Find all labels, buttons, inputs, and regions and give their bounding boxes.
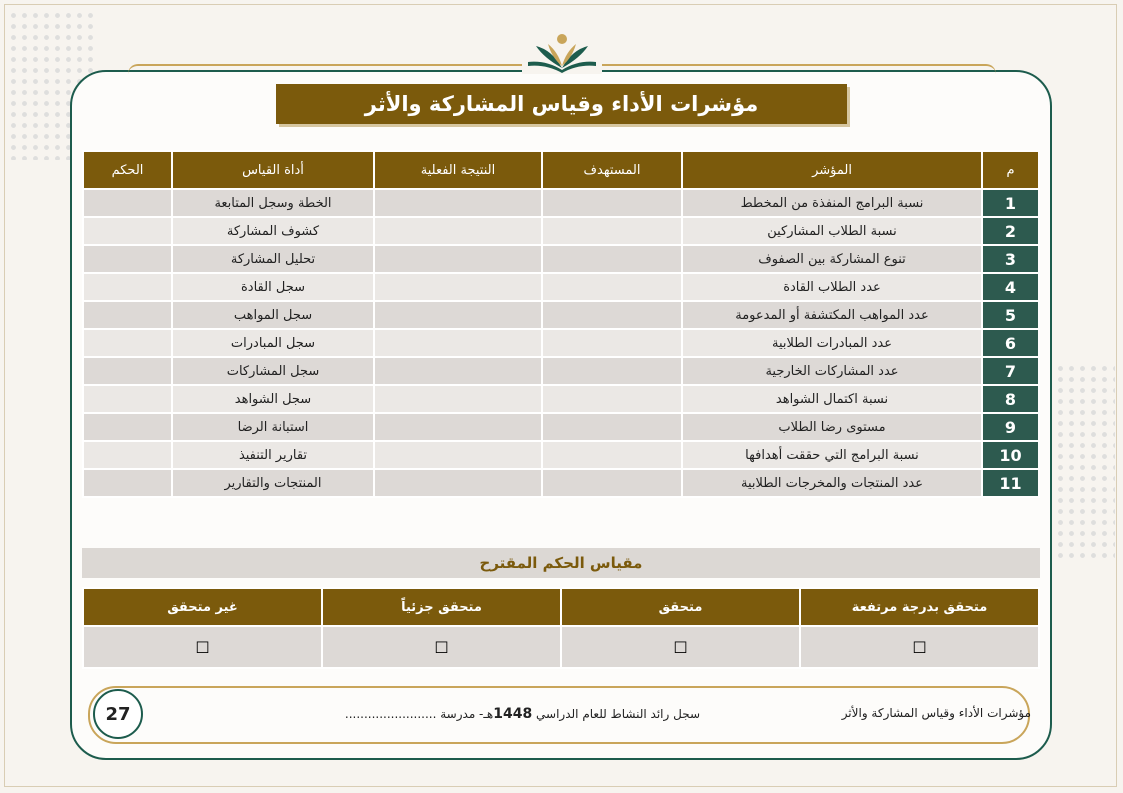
- judgment-cell[interactable]: [83, 189, 172, 217]
- judgment-cell[interactable]: [83, 413, 172, 441]
- measurement-tool-cell: المنتجات والتقارير: [172, 469, 374, 497]
- target-cell[interactable]: [542, 245, 682, 273]
- measurement-tool-cell: الخطة وسجل المتابعة: [172, 189, 374, 217]
- indicator-cell: تنوع المشاركة بين الصفوف: [682, 245, 982, 273]
- measurement-tool-cell: تقارير التنفيذ: [172, 441, 374, 469]
- page-number: 27: [93, 689, 143, 739]
- actual-result-cell[interactable]: [374, 357, 542, 385]
- row-number: 5: [982, 301, 1039, 329]
- actual-result-cell[interactable]: [374, 441, 542, 469]
- column-header-measurement-tool: أداة القياس: [172, 151, 374, 189]
- column-header-indicator: المؤشر: [682, 151, 982, 189]
- target-cell[interactable]: [542, 469, 682, 497]
- judgment-scale-table: [82, 587, 1040, 669]
- table-row: [83, 245, 1039, 273]
- column-header-number: م: [982, 151, 1039, 189]
- column-header-judgment: الحكم: [83, 151, 172, 189]
- measurement-tool-cell: سجل المشاركات: [172, 357, 374, 385]
- actual-result-cell[interactable]: [374, 245, 542, 273]
- indicator-cell: نسبة البرامج المنفذة من المخطط: [682, 189, 982, 217]
- actual-result-cell[interactable]: [374, 469, 542, 497]
- table-row: [83, 441, 1039, 469]
- row-number: 6: [982, 329, 1039, 357]
- scale-option-high: متحقق بدرجة مرتفعة: [800, 588, 1039, 626]
- judgment-cell[interactable]: [83, 329, 172, 357]
- target-cell[interactable]: [542, 301, 682, 329]
- row-number: 1: [982, 189, 1039, 217]
- measurement-tool-cell: كشوف المشاركة: [172, 217, 374, 245]
- actual-result-cell[interactable]: [374, 329, 542, 357]
- measurement-tool-cell: تحليل المشاركة: [172, 245, 374, 273]
- judgment-cell[interactable]: [83, 301, 172, 329]
- target-cell[interactable]: [542, 217, 682, 245]
- judgment-cell[interactable]: [83, 245, 172, 273]
- table-row: [83, 301, 1039, 329]
- column-header-actual-result: النتيجة الفعلية: [374, 151, 542, 189]
- actual-result-cell[interactable]: [374, 413, 542, 441]
- actual-result-cell[interactable]: [374, 273, 542, 301]
- indicators-table: [82, 150, 1040, 498]
- actual-result-cell[interactable]: [374, 217, 542, 245]
- checkbox-achieved[interactable]: ☐: [561, 626, 800, 668]
- checkbox-not-achieved[interactable]: ☐: [83, 626, 322, 668]
- indicator-cell: نسبة اكتمال الشواهد: [682, 385, 982, 413]
- judgment-cell[interactable]: [83, 385, 172, 413]
- page-title: مؤشرات الأداء وقياس المشاركة والأثر: [276, 84, 847, 124]
- actual-result-cell[interactable]: [374, 301, 542, 329]
- measurement-tool-cell: سجل الشواهد: [172, 385, 374, 413]
- indicator-cell: عدد المواهب المكتشفة أو المدعومة: [682, 301, 982, 329]
- scale-option-achieved: متحقق: [561, 588, 800, 626]
- table-row: [83, 413, 1039, 441]
- row-number: 8: [982, 385, 1039, 413]
- row-number: 9: [982, 413, 1039, 441]
- judgment-cell[interactable]: [83, 469, 172, 497]
- footer-year: 1448: [493, 706, 533, 722]
- judgment-cell[interactable]: [83, 217, 172, 245]
- target-cell[interactable]: [542, 357, 682, 385]
- table-row: [83, 189, 1039, 217]
- measurement-tool-cell: سجل المبادرات: [172, 329, 374, 357]
- actual-result-cell[interactable]: [374, 189, 542, 217]
- table-row: [83, 385, 1039, 413]
- measurement-tool-cell: سجل المواهب: [172, 301, 374, 329]
- scale-option-not-achieved: غير متحقق: [83, 588, 322, 626]
- target-cell[interactable]: [542, 385, 682, 413]
- footer-record-line: [330, 706, 700, 722]
- table-row: [83, 469, 1039, 497]
- table-row: [83, 273, 1039, 301]
- target-cell[interactable]: [542, 329, 682, 357]
- scale-option-partial: متحقق جزئياً: [322, 588, 561, 626]
- indicator-cell: نسبة الطلاب المشاركين: [682, 217, 982, 245]
- indicator-cell: نسبة البرامج التي حققت أهدافها: [682, 441, 982, 469]
- dot-pattern-decoration: [1055, 363, 1115, 563]
- row-number: 11: [982, 469, 1039, 497]
- table-row: [83, 329, 1039, 357]
- actual-result-cell[interactable]: [374, 385, 542, 413]
- scale-checkbox-row: [83, 626, 1039, 668]
- judgment-scale-title: مقياس الحكم المقترح: [82, 548, 1040, 578]
- footer-section-title: مؤشرات الأداء وقياس المشاركة والأثر: [841, 706, 1031, 720]
- checkbox-partial[interactable]: ☐: [322, 626, 561, 668]
- indicator-cell: عدد الطلاب القادة: [682, 273, 982, 301]
- table-row: [83, 217, 1039, 245]
- target-cell[interactable]: [542, 273, 682, 301]
- indicator-cell: عدد المنتجات والمخرجات الطلابية: [682, 469, 982, 497]
- judgment-cell[interactable]: [83, 441, 172, 469]
- measurement-tool-cell: استبانة الرضا: [172, 413, 374, 441]
- judgment-cell[interactable]: [83, 273, 172, 301]
- indicator-cell: عدد المشاركات الخارجية: [682, 357, 982, 385]
- row-number: 3: [982, 245, 1039, 273]
- row-number: 10: [982, 441, 1039, 469]
- checkbox-high[interactable]: ☐: [800, 626, 1039, 668]
- measurement-tool-cell: سجل القادة: [172, 273, 374, 301]
- column-header-target: المستهدف: [542, 151, 682, 189]
- scale-header-row: [83, 588, 1039, 626]
- indicator-cell: مستوى رضا الطلاب: [682, 413, 982, 441]
- row-number: 7: [982, 357, 1039, 385]
- table-header-row: [83, 151, 1039, 189]
- target-cell[interactable]: [542, 189, 682, 217]
- indicator-cell: عدد المبادرات الطلابية: [682, 329, 982, 357]
- footer-record-suffix: هـ- مدرسة ........................: [344, 707, 494, 721]
- row-number: 4: [982, 273, 1039, 301]
- footer-record-prefix: سجل رائد النشاط للعام الدراسي: [536, 707, 700, 721]
- target-cell[interactable]: [542, 441, 682, 469]
- book-logo-icon: [522, 30, 602, 74]
- judgment-cell[interactable]: [83, 357, 172, 385]
- target-cell[interactable]: [542, 413, 682, 441]
- table-row: [83, 357, 1039, 385]
- row-number: 2: [982, 217, 1039, 245]
